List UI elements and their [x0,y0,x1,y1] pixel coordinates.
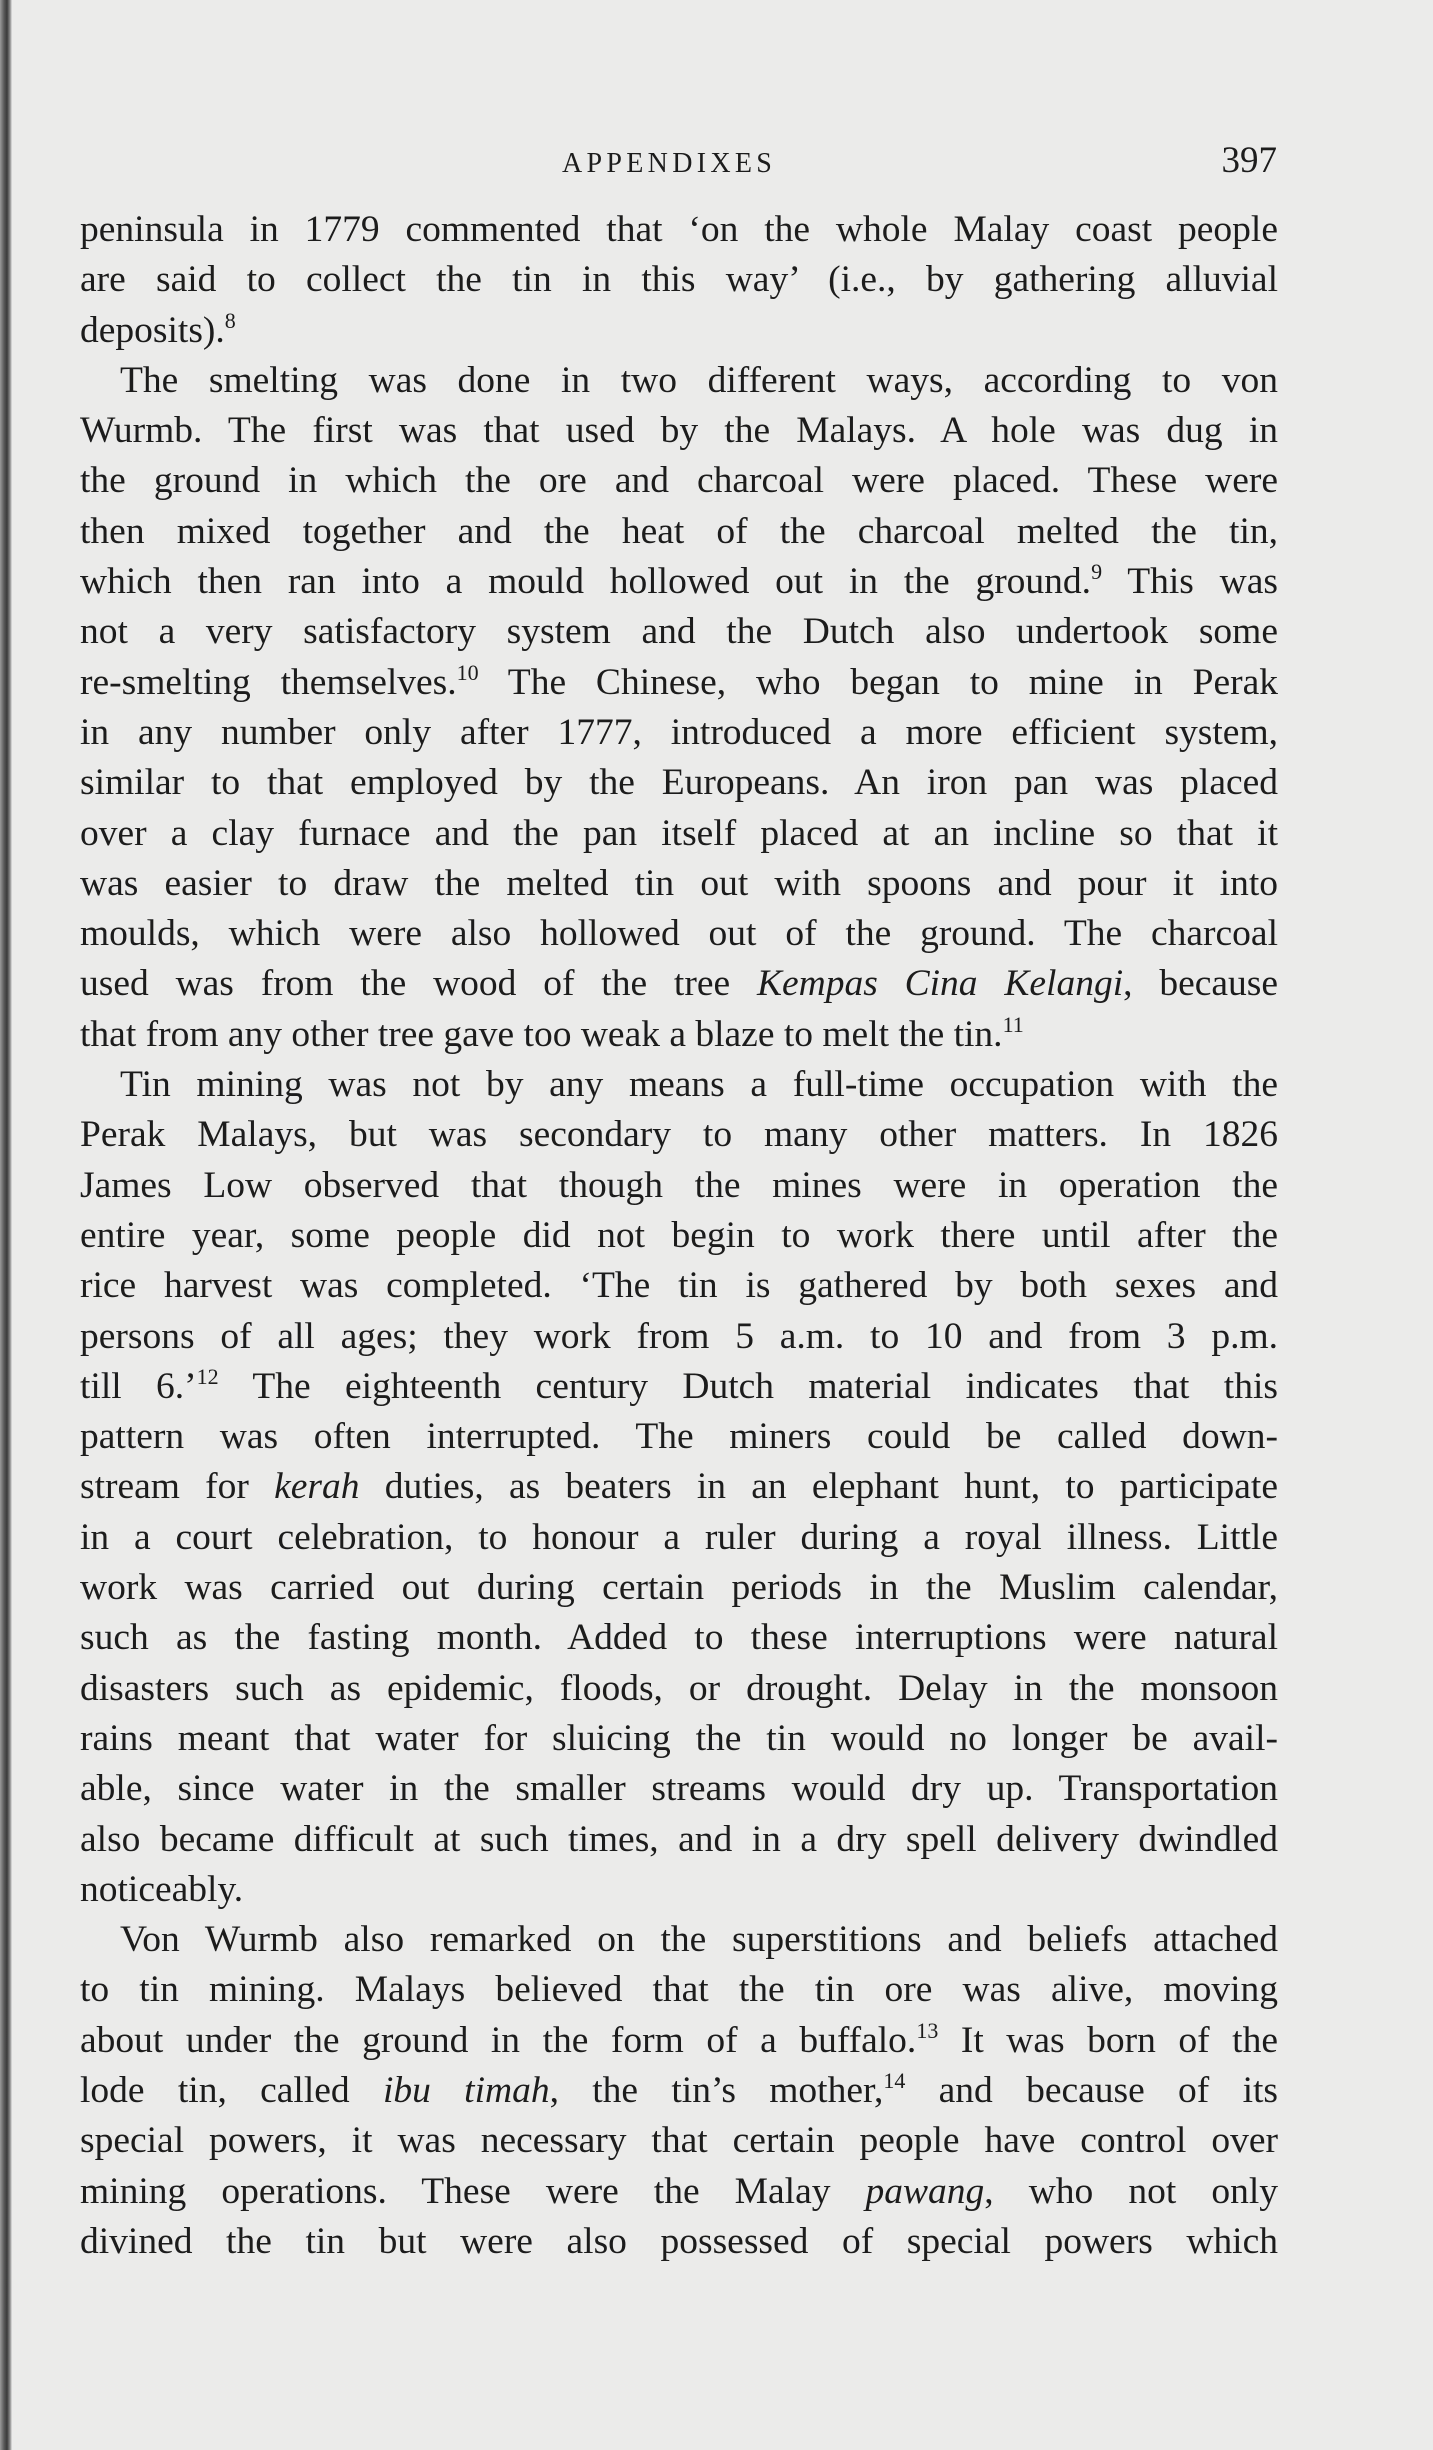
footnote-reference: 13 [916,2017,939,2043]
text-line [80,859,1278,909]
text-run: was easier to draw the melted tin out with spoons and pour it into [80,862,1278,904]
footnote-reference: 12 [196,1363,219,1389]
text-line [80,1664,1278,1714]
text-line [80,1563,1278,1613]
text-line [80,456,1278,506]
text-run: pattern was often interrupted. The miners could be called down- [80,1416,1278,1458]
text-line [80,205,1278,255]
text-line [80,1462,1278,1512]
text-run: used was from the wood of the tree [80,963,757,1005]
text-line [80,1312,1278,1362]
text-run: in any number only after 1777, introduced a more efficient system, [80,711,1278,753]
footnote-reference: 8 [224,307,236,333]
text-run: the ground in which the ore and charcoal were placed. These were [80,460,1278,502]
text-run: entire year, some people did not begin to work there until after the [80,1214,1278,1256]
text-run: The Chinese, who began to mine in Perak [478,661,1278,703]
text-run: over a clay furnace and the pan itself placed at an incline so that it [80,812,1278,854]
text-line [80,2116,1278,2166]
text-run: also became difficult at such times, and in a dry spell delivery dwindled [80,1818,1278,1860]
text-run: The smelting was done in two different ways, according to von [120,359,1278,401]
page-number: 397 [1221,140,1277,181]
text-run: stream for [80,1466,275,1508]
text-run: divined the tin but were also possessed of special powers which [80,2220,1278,2262]
text-line [80,758,1278,808]
text-line [80,959,1278,1009]
text-run: not a very satisfactory system and the Dutch also undertook some [80,611,1278,653]
text-line [80,1211,1278,1261]
text-line [80,1412,1278,1462]
text-run: till 6.’ [80,1365,197,1407]
text-line [80,1110,1278,1160]
paragraph [80,205,1278,356]
text-run: duties, as beaters in an elephant hunt, to participate [359,1466,1278,1508]
text-line [80,406,1278,456]
text-run: and because of its [905,2069,1279,2111]
running-head-title: APPENDIXES [562,148,777,179]
text-line [80,2016,1278,2066]
text-run: similar to that employed by the Europeans. An iron pan was placed [80,762,1278,804]
text-line [80,607,1278,657]
text-run: It was born of the [938,2019,1278,2061]
text-run: rice harvest was completed. ‘The tin is gathered by both sexes and [80,1265,1278,1307]
text-line [80,2066,1278,2116]
text-line [80,1261,1278,1311]
text-run: to tin mining. Malays believed that the tin ore was alive, moving [80,1969,1278,2011]
text-line [80,2167,1278,2217]
text-line [80,809,1278,859]
text-line [80,1613,1278,1663]
text-run: , the tin’s mother, [549,2069,884,2111]
text-run: noticeably. [80,1868,244,1910]
text-line [80,1362,1278,1412]
italic-term: pawang [865,2170,985,2212]
text-line [80,1965,1278,2015]
text-run: special powers, it was necessary that certain people have control over [80,2120,1278,2162]
text-line [80,306,1278,356]
text-run: then mixed together and the heat of the charcoal melted the tin, [80,510,1278,552]
text-run: peninsula in 1779 commented that ‘on the whole Malay coast people [80,209,1278,250]
italic-term: kerah [274,1466,360,1508]
text-run: mining operations. These were the Malay [80,2170,866,2212]
paragraph [80,1915,1278,2267]
text-line [80,356,1278,406]
paragraph [80,356,1278,1060]
footnote-reference: 11 [1002,1011,1024,1037]
book-binding-edge [0,0,12,2450]
text-run: lode tin, called [80,2069,383,2111]
text-line [80,1915,1278,1965]
text-run: persons of all ages; they work from 5 a.m. to 10 and from 3 p.m. [80,1315,1278,1357]
text-run: This was [1102,561,1278,603]
text-line [80,909,1278,959]
text-run: disasters such as epidemic, floods, or drought. Delay in the monsoon [80,1667,1278,1709]
italic-term: ibu timah [382,2069,550,2111]
text-line [80,255,1278,305]
text-run: James Low observed that though the mines were in operation the [80,1164,1278,1206]
text-run: that from any other tree gave too weak a blaze to melt the tin. [80,1013,1003,1055]
text-line [80,1714,1278,1764]
text-line [80,1513,1278,1563]
text-line [80,658,1278,708]
text-run: Perak Malays, but was secondary to many other matters. In 1826 [80,1114,1278,1156]
text-run: Wurmb. The first was that used by the Malays. A hole was dug in [80,410,1278,452]
text-run: in a court celebration, to honour a ruler during a royal illness. Little [80,1516,1278,1558]
text-line [80,1161,1278,1211]
body-text [80,205,1278,2267]
text-run: able, since water in the smaller streams would dry up. Transportation [80,1768,1278,1810]
text-line [80,1764,1278,1814]
text-line [80,1865,1278,1915]
text-line [80,1010,1278,1060]
text-run: Von Wurmb also remarked on the superstitions and beliefs attached [120,1919,1278,1961]
text-line [80,708,1278,758]
text-run: moulds, which were also hollowed out of the ground. The charcoal [80,913,1278,955]
text-run: re-smelting themselves. [80,661,457,703]
paragraph [80,1060,1278,1915]
running-head [0,140,1433,184]
footnote-reference: 9 [1091,559,1103,585]
footnote-reference: 10 [456,659,479,685]
text-run: rains meant that water for sluicing the tin would no longer be avail- [80,1717,1278,1759]
text-run: , because [1123,963,1279,1005]
text-line [80,2217,1278,2267]
text-run: about under the ground in the form of a buffalo. [80,2019,917,2061]
text-run: The eighteenth century Dutch material indicates that this [218,1365,1278,1407]
text-run: work was carried out during certain periods in the Muslim calendar, [80,1567,1278,1609]
italic-term: Kempas Cina Kelangi [756,963,1124,1005]
text-run: such as the fasting month. Added to these interruptions were natural [80,1617,1278,1659]
footnote-reference: 14 [883,2067,906,2093]
text-run: which then ran into a mould hollowed out in the ground. [80,561,1092,603]
text-line [80,507,1278,557]
text-line [80,1815,1278,1865]
text-run: deposits). [80,309,225,351]
text-line [80,557,1278,607]
text-run: , who not only [984,2170,1278,2212]
text-line [80,1060,1278,1110]
text-run: Tin mining was not by any means a full-time occupation with the [120,1064,1278,1106]
text-run: are said to collect the tin in this way’ (i.e., by gathering alluvial [80,259,1278,301]
